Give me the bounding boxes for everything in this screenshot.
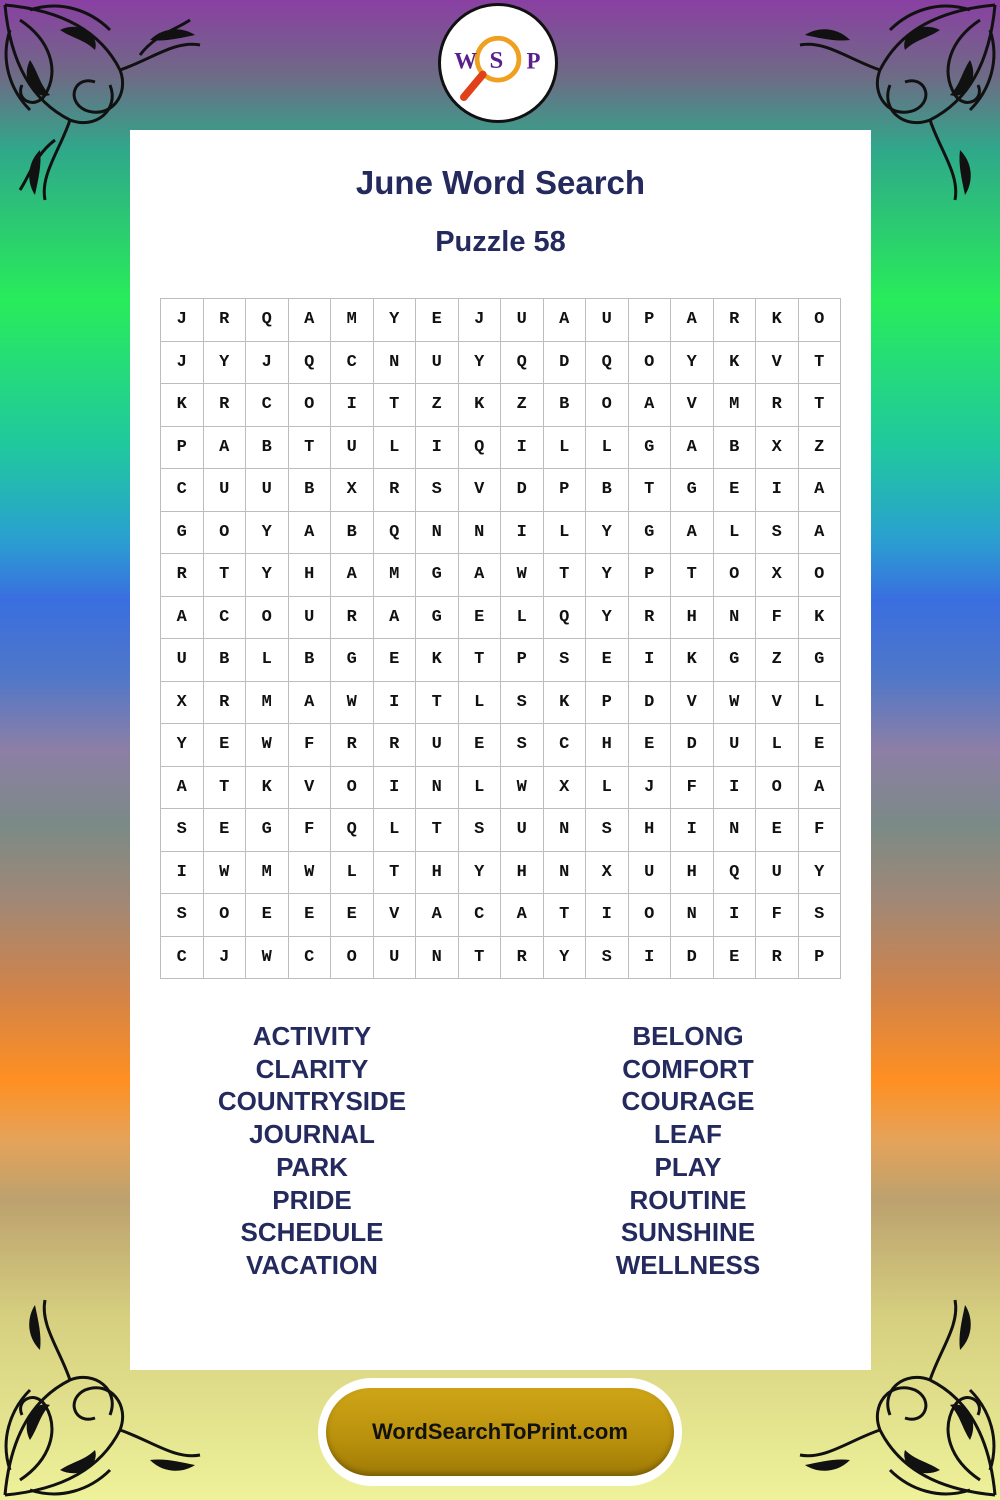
grid-cell[interactable]: X	[331, 469, 374, 512]
letter-grid[interactable]	[160, 298, 841, 979]
logo-letter-p: P	[526, 48, 541, 74]
grid-cell[interactable]: K	[714, 342, 757, 385]
grid-cell[interactable]: V	[289, 767, 332, 810]
grid-cell[interactable]: D	[671, 724, 714, 767]
grid-cell[interactable]: I	[629, 937, 672, 980]
grid-cell[interactable]: R	[714, 299, 757, 342]
grid-cell[interactable]: Q	[544, 597, 587, 640]
grid-cell[interactable]: B	[204, 639, 247, 682]
grid-cell[interactable]: V	[671, 384, 714, 427]
grid-cell[interactable]: T	[204, 767, 247, 810]
grid-cell[interactable]: J	[161, 299, 204, 342]
grid-cell[interactable]: Y	[671, 342, 714, 385]
grid-cell[interactable]: A	[459, 554, 502, 597]
grid-cell[interactable]: Y	[586, 512, 629, 555]
grid-cell[interactable]: I	[161, 852, 204, 895]
grid-cell[interactable]: X	[586, 852, 629, 895]
grid-cell[interactable]: V	[459, 469, 502, 512]
grid-cell[interactable]: S	[501, 724, 544, 767]
grid-cell[interactable]: U	[374, 937, 417, 980]
grid-cell[interactable]: Q	[374, 512, 417, 555]
grid-cell[interactable]: A	[501, 894, 544, 937]
grid-cell[interactable]: C	[246, 384, 289, 427]
grid-cell[interactable]: X	[756, 427, 799, 470]
grid-cell[interactable]: I	[629, 639, 672, 682]
grid-cell[interactable]: E	[374, 639, 417, 682]
grid-cell[interactable]: U	[586, 299, 629, 342]
grid-cell[interactable]: N	[544, 852, 587, 895]
grid-cell[interactable]: A	[374, 597, 417, 640]
grid-cell[interactable]: B	[289, 639, 332, 682]
grid-cell[interactable]: P	[586, 682, 629, 725]
grid-cell[interactable]: W	[331, 682, 374, 725]
grid-cell[interactable]: S	[161, 894, 204, 937]
grid-cell[interactable]: I	[374, 767, 417, 810]
grid-cell[interactable]: Y	[374, 299, 417, 342]
grid-cell[interactable]: Y	[799, 852, 842, 895]
grid-cell[interactable]: Q	[289, 342, 332, 385]
website-label[interactable]: WordSearchToPrint.com	[326, 1388, 674, 1476]
grid-cell[interactable]: A	[799, 512, 842, 555]
grid-cell[interactable]: Z	[501, 384, 544, 427]
grid-cell[interactable]: Q	[714, 852, 757, 895]
grid-cell[interactable]: M	[246, 852, 289, 895]
word-list-item: ACTIVITY	[252, 1021, 372, 1051]
grid-cell[interactable]: R	[501, 937, 544, 980]
grid-cell[interactable]: K	[416, 639, 459, 682]
grid-cell[interactable]: R	[374, 724, 417, 767]
grid-cell[interactable]: W	[289, 852, 332, 895]
grid-cell[interactable]: T	[544, 554, 587, 597]
grid-cell[interactable]: W	[501, 767, 544, 810]
grid-cell[interactable]: E	[586, 639, 629, 682]
grid-cell[interactable]: U	[246, 469, 289, 512]
grid-cell[interactable]: C	[331, 342, 374, 385]
grid-cell[interactable]: T	[459, 639, 502, 682]
grid-cell[interactable]: W	[246, 724, 289, 767]
grid-cell[interactable]: G	[714, 639, 757, 682]
grid-cell[interactable]: G	[246, 809, 289, 852]
grid-cell[interactable]: O	[629, 894, 672, 937]
grid-cell[interactable]: Y	[161, 724, 204, 767]
grid-cell[interactable]: I	[714, 894, 757, 937]
grid-cell[interactable]: G	[629, 512, 672, 555]
grid-cell[interactable]: J	[459, 299, 502, 342]
grid-cell[interactable]: E	[246, 894, 289, 937]
grid-cell[interactable]: N	[544, 809, 587, 852]
grid-cell[interactable]: E	[756, 809, 799, 852]
grid-cell[interactable]: O	[204, 894, 247, 937]
grid-cell[interactable]: T	[799, 342, 842, 385]
grid-cell[interactable]: N	[459, 512, 502, 555]
logo-letter-s: S	[489, 46, 504, 74]
grid-cell[interactable]: L	[586, 427, 629, 470]
grid-cell[interactable]: X	[756, 554, 799, 597]
grid-cell[interactable]: E	[459, 724, 502, 767]
grid-cell[interactable]: R	[331, 724, 374, 767]
grid-cell[interactable]: Y	[246, 554, 289, 597]
grid-cell[interactable]: R	[756, 384, 799, 427]
grid-cell[interactable]: A	[671, 512, 714, 555]
grid-cell[interactable]: B	[246, 427, 289, 470]
grid-cell[interactable]: S	[161, 809, 204, 852]
grid-cell[interactable]: O	[289, 384, 332, 427]
grid-cell[interactable]: K	[246, 767, 289, 810]
grid-cell[interactable]: A	[161, 597, 204, 640]
grid-cell[interactable]: W	[714, 682, 757, 725]
grid-cell[interactable]: T	[374, 384, 417, 427]
grid-cell[interactable]: S	[544, 639, 587, 682]
grid-cell[interactable]: A	[629, 384, 672, 427]
grid-cell[interactable]: J	[161, 342, 204, 385]
grid-cell[interactable]: A	[161, 767, 204, 810]
grid-cell[interactable]: A	[799, 767, 842, 810]
grid-cell[interactable]: V	[756, 682, 799, 725]
grid-cell[interactable]: S	[416, 469, 459, 512]
grid-cell[interactable]: G	[629, 427, 672, 470]
site-logo[interactable]	[438, 3, 558, 123]
grid-cell[interactable]: S	[501, 682, 544, 725]
grid-cell[interactable]: I	[374, 682, 417, 725]
grid-cell[interactable]: R	[756, 937, 799, 980]
grid-cell[interactable]: G	[331, 639, 374, 682]
grid-cell[interactable]: N	[416, 937, 459, 980]
grid-cell[interactable]: C	[459, 894, 502, 937]
grid-cell[interactable]: L	[374, 809, 417, 852]
grid-cell[interactable]: P	[161, 427, 204, 470]
grid-cell[interactable]: L	[459, 767, 502, 810]
grid-cell[interactable]: A	[289, 512, 332, 555]
website-button[interactable]	[318, 1378, 682, 1486]
grid-cell[interactable]: A	[799, 469, 842, 512]
grid-cell[interactable]: O	[799, 554, 842, 597]
grid-cell[interactable]: E	[204, 809, 247, 852]
grid-cell[interactable]: E	[629, 724, 672, 767]
page-title: June Word Search	[355, 164, 646, 201]
word-list-right	[538, 1020, 838, 1282]
grid-cell[interactable]: A	[204, 427, 247, 470]
word-list-item: SUNSHINE	[620, 1217, 756, 1248]
grid-cell[interactable]: K	[459, 384, 502, 427]
grid-cell[interactable]: O	[204, 512, 247, 555]
grid-cell[interactable]: L	[331, 852, 374, 895]
grid-cell[interactable]: T	[629, 469, 672, 512]
grid-cell[interactable]: E	[799, 724, 842, 767]
grid-cell[interactable]: F	[289, 809, 332, 852]
word-list-item: PLAY	[654, 1151, 722, 1182]
grid-cell[interactable]: Y	[246, 512, 289, 555]
grid-cell[interactable]: H	[671, 852, 714, 895]
grid-cell[interactable]: W	[246, 937, 289, 980]
grid-cell[interactable]: R	[204, 682, 247, 725]
grid-cell[interactable]: J	[246, 342, 289, 385]
grid-cell[interactable]: E	[416, 299, 459, 342]
word-list-item: CLARITY	[255, 1053, 369, 1084]
grid-cell[interactable]: I	[501, 427, 544, 470]
grid-cell[interactable]: H	[289, 554, 332, 597]
grid-cell[interactable]: Y	[544, 937, 587, 980]
grid-cell[interactable]: I	[586, 894, 629, 937]
grid-cell[interactable]: R	[204, 299, 247, 342]
word-list-item: COMFORT	[622, 1053, 754, 1084]
grid-cell[interactable]: V	[671, 682, 714, 725]
grid-cell[interactable]: O	[586, 384, 629, 427]
grid-cell[interactable]: O	[246, 597, 289, 640]
grid-cell[interactable]: D	[501, 469, 544, 512]
grid-cell[interactable]: S	[586, 937, 629, 980]
grid-cell[interactable]: U	[629, 852, 672, 895]
grid-cell[interactable]: G	[799, 639, 842, 682]
grid-cell[interactable]: L	[459, 682, 502, 725]
grid-cell[interactable]: Z	[799, 427, 842, 470]
grid-cell[interactable]: F	[671, 767, 714, 810]
word-list-item: JOURNAL	[249, 1119, 375, 1150]
grid-cell[interactable]: D	[544, 342, 587, 385]
grid-cell[interactable]: H	[671, 597, 714, 640]
grid-cell[interactable]: L	[544, 427, 587, 470]
grid-cell[interactable]: Z	[756, 639, 799, 682]
grid-cell[interactable]: M	[331, 299, 374, 342]
grid-cell[interactable]: L	[374, 427, 417, 470]
grid-cell[interactable]: R	[161, 554, 204, 597]
grid-cell[interactable]: E	[714, 937, 757, 980]
grid-cell[interactable]: W	[204, 852, 247, 895]
grid-cell[interactable]: M	[246, 682, 289, 725]
word-list-item: PARK	[276, 1151, 348, 1182]
grid-cell[interactable]: W	[501, 554, 544, 597]
grid-cell[interactable]: S	[799, 894, 842, 937]
grid-cell[interactable]: M	[714, 384, 757, 427]
grid-cell[interactable]: T	[289, 427, 332, 470]
grid-cell[interactable]: I	[714, 767, 757, 810]
grid-cell[interactable]: S	[459, 809, 502, 852]
grid-cell[interactable]: P	[501, 639, 544, 682]
grid-cell[interactable]: Q	[501, 342, 544, 385]
logo-letter-w: W	[454, 48, 478, 74]
grid-cell[interactable]: U	[501, 809, 544, 852]
grid-cell[interactable]: C	[204, 597, 247, 640]
grid-cell[interactable]: O	[331, 767, 374, 810]
grid-cell[interactable]: L	[544, 512, 587, 555]
word-list-item: ROUTINE	[629, 1184, 747, 1215]
grid-cell[interactable]: U	[331, 427, 374, 470]
grid-cell[interactable]: A	[289, 682, 332, 725]
grid-cell[interactable]: F	[289, 724, 332, 767]
puzzle-panel	[130, 130, 871, 1370]
grid-cell[interactable]: T	[459, 937, 502, 980]
grid-cell[interactable]: I	[501, 512, 544, 555]
word-list-item: PRIDE	[272, 1184, 352, 1215]
grid-cell[interactable]: O	[714, 554, 757, 597]
grid-cell[interactable]: C	[161, 469, 204, 512]
grid-cell[interactable]: L	[246, 639, 289, 682]
grid-cell[interactable]: U	[756, 852, 799, 895]
word-list-item: COURAGE	[621, 1086, 755, 1117]
grid-cell[interactable]: G	[161, 512, 204, 555]
grid-cell[interactable]: R	[374, 469, 417, 512]
grid-cell[interactable]: T	[671, 554, 714, 597]
word-list-left	[162, 1020, 462, 1282]
grid-cell[interactable]: K	[799, 597, 842, 640]
grid-cell[interactable]: I	[756, 469, 799, 512]
grid-cell[interactable]: Y	[459, 852, 502, 895]
grid-cell[interactable]: I	[331, 384, 374, 427]
grid-cell[interactable]: J	[629, 767, 672, 810]
grid-cell[interactable]: U	[289, 597, 332, 640]
grid-cell[interactable]: J	[204, 937, 247, 980]
word-list-item: SCHEDULE	[240, 1217, 384, 1248]
grid-cell[interactable]: L	[501, 597, 544, 640]
grid-cell[interactable]: T	[416, 682, 459, 725]
grid-cell[interactable]: Q	[459, 427, 502, 470]
grid-cell[interactable]: O	[756, 767, 799, 810]
grid-cell[interactable]: I	[671, 809, 714, 852]
grid-cell[interactable]: A	[416, 894, 459, 937]
grid-cell[interactable]: G	[416, 554, 459, 597]
puzzle-number: Puzzle 58	[435, 226, 566, 258]
grid-cell[interactable]: O	[331, 937, 374, 980]
grid-cell[interactable]: N	[416, 512, 459, 555]
grid-cell[interactable]: Y	[204, 342, 247, 385]
grid-cell[interactable]: A	[331, 554, 374, 597]
grid-cell[interactable]: I	[416, 427, 459, 470]
grid-cell[interactable]: H	[586, 724, 629, 767]
grid-cell[interactable]: X	[544, 767, 587, 810]
grid-cell[interactable]: L	[586, 767, 629, 810]
grid-cell[interactable]: V	[756, 342, 799, 385]
grid-cell[interactable]: E	[714, 469, 757, 512]
grid-cell[interactable]: T	[416, 809, 459, 852]
word-list-item: BELONG	[632, 1021, 744, 1051]
word-list-item: VACATION	[246, 1249, 378, 1280]
grid-cell[interactable]: U	[161, 639, 204, 682]
grid-cell[interactable]: N	[671, 894, 714, 937]
grid-cell[interactable]: U	[501, 299, 544, 342]
grid-cell[interactable]: B	[586, 469, 629, 512]
grid-cell[interactable]: P	[629, 299, 672, 342]
grid-cell[interactable]: C	[544, 724, 587, 767]
grid-cell[interactable]: D	[671, 937, 714, 980]
grid-cell[interactable]: E	[459, 597, 502, 640]
grid-cell[interactable]: R	[204, 384, 247, 427]
grid-cell[interactable]: O	[629, 342, 672, 385]
grid-cell[interactable]: L	[799, 682, 842, 725]
grid-cell[interactable]: T	[374, 852, 417, 895]
grid-cell[interactable]: O	[799, 299, 842, 342]
grid-cell[interactable]: P	[629, 554, 672, 597]
grid-cell[interactable]: H	[629, 809, 672, 852]
grid-cell[interactable]: B	[289, 469, 332, 512]
grid-cell[interactable]: U	[416, 724, 459, 767]
grid-cell[interactable]: A	[671, 299, 714, 342]
grid-cell[interactable]: Y	[459, 342, 502, 385]
grid-cell[interactable]: H	[416, 852, 459, 895]
grid-cell[interactable]: Q	[331, 809, 374, 852]
grid-cell[interactable]: A	[544, 299, 587, 342]
grid-cell[interactable]: T	[799, 384, 842, 427]
grid-cell[interactable]: U	[416, 342, 459, 385]
grid-cell[interactable]: Y	[586, 597, 629, 640]
grid-cell[interactable]: N	[714, 597, 757, 640]
grid-cell[interactable]: M	[374, 554, 417, 597]
grid-cell[interactable]: L	[756, 724, 799, 767]
grid-cell[interactable]: S	[756, 512, 799, 555]
grid-cell[interactable]: F	[756, 597, 799, 640]
grid-cell[interactable]: K	[544, 682, 587, 725]
grid-cell[interactable]: S	[586, 809, 629, 852]
grid-cell[interactable]: L	[714, 512, 757, 555]
grid-cell[interactable]: R	[331, 597, 374, 640]
grid-cell[interactable]: A	[671, 427, 714, 470]
grid-cell[interactable]: E	[289, 894, 332, 937]
word-list-item: LEAF	[654, 1119, 722, 1150]
grid-cell[interactable]: E	[204, 724, 247, 767]
grid-cell[interactable]: Y	[586, 554, 629, 597]
grid-cell[interactable]: K	[756, 299, 799, 342]
grid-cell[interactable]: E	[331, 894, 374, 937]
word-list-item: WELLNESS	[615, 1249, 761, 1280]
grid-cell[interactable]: K	[161, 384, 204, 427]
grid-cell[interactable]: P	[544, 469, 587, 512]
grid-cell[interactable]: B	[544, 384, 587, 427]
grid-cell[interactable]: G	[416, 597, 459, 640]
grid-cell[interactable]: F	[799, 809, 842, 852]
grid-cell[interactable]: X	[161, 682, 204, 725]
grid-cell[interactable]: Q	[246, 299, 289, 342]
grid-cell[interactable]: B	[331, 512, 374, 555]
grid-cell[interactable]: V	[374, 894, 417, 937]
grid-cell[interactable]: R	[629, 597, 672, 640]
grid-cell[interactable]: Z	[416, 384, 459, 427]
word-list-item: COUNTRYSIDE	[217, 1086, 407, 1117]
grid-cell[interactable]: N	[374, 342, 417, 385]
grid-cell[interactable]: N	[416, 767, 459, 810]
grid-cell[interactable]: B	[714, 427, 757, 470]
grid-cell[interactable]: P	[799, 937, 842, 980]
grid-cell[interactable]: T	[544, 894, 587, 937]
grid-cell[interactable]: K	[671, 639, 714, 682]
grid-cell[interactable]: N	[714, 809, 757, 852]
grid-cell[interactable]: U	[714, 724, 757, 767]
grid-cell[interactable]: H	[501, 852, 544, 895]
grid-cell[interactable]: U	[204, 469, 247, 512]
grid-cell[interactable]: D	[629, 682, 672, 725]
grid-cell[interactable]: T	[204, 554, 247, 597]
grid-cell[interactable]: G	[671, 469, 714, 512]
grid-cell[interactable]: C	[289, 937, 332, 980]
grid-cell[interactable]: A	[289, 299, 332, 342]
grid-cell[interactable]: F	[756, 894, 799, 937]
grid-cell[interactable]: Q	[586, 342, 629, 385]
grid-cell[interactable]: C	[161, 937, 204, 980]
